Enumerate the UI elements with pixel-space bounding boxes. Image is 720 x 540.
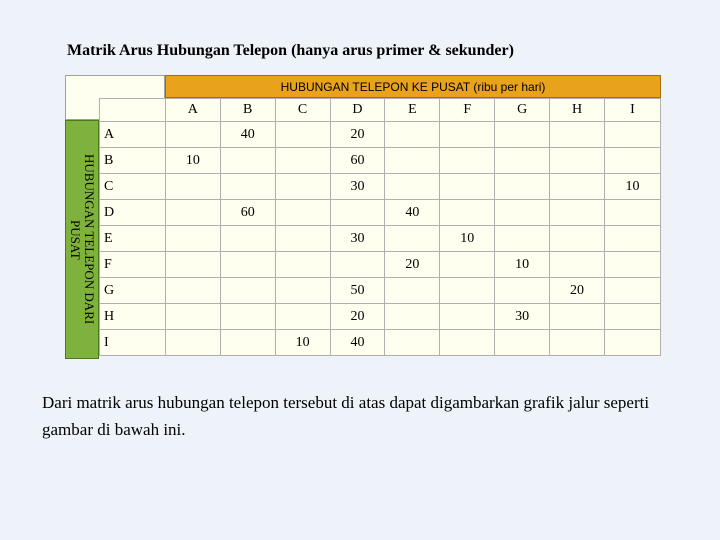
matrix-cell — [550, 330, 605, 356]
matrix-cell: 50 — [330, 278, 385, 304]
matrix-cell: 30 — [330, 174, 385, 200]
matrix-cell — [220, 278, 275, 304]
column-header-h: H — [550, 99, 605, 122]
matrix-cell — [605, 200, 661, 226]
row-label-g: G — [100, 278, 166, 304]
matrix-cell — [275, 278, 330, 304]
row-label-c: C — [100, 174, 166, 200]
table-row — [100, 226, 661, 252]
matrix-cell: 20 — [330, 122, 385, 148]
matrix-cell — [385, 278, 440, 304]
row-label-d: D — [100, 200, 166, 226]
matrix-cell — [605, 278, 661, 304]
matrix-cell: 10 — [605, 174, 661, 200]
row-label-f: F — [100, 252, 166, 278]
matrix-cell: 60 — [330, 148, 385, 174]
page-title: Matrik Arus Hubungan Telepon (hanya arus primer & sekunder) — [67, 42, 514, 59]
column-header-b: B — [220, 99, 275, 122]
matrix-cell — [605, 330, 661, 356]
matrix-cell — [495, 174, 550, 200]
matrix-table — [99, 98, 661, 356]
matrix-cell — [550, 122, 605, 148]
matrix-cell — [275, 122, 330, 148]
matrix-cell — [495, 278, 550, 304]
matrix-cell — [275, 252, 330, 278]
matrix-cell — [605, 226, 661, 252]
column-header-row — [100, 99, 661, 122]
matrix-cell — [495, 200, 550, 226]
table-row — [100, 148, 661, 174]
column-group-header — [165, 75, 661, 98]
row-label-a: A — [100, 122, 166, 148]
matrix-cell — [440, 278, 495, 304]
matrix-cell — [220, 330, 275, 356]
matrix-cell — [385, 122, 440, 148]
matrix-cell — [220, 304, 275, 330]
row-group-header-line1: HUBUNGAN TELEPON DARI — [82, 154, 97, 325]
column-header-i: I — [605, 99, 661, 122]
matrix-cell — [550, 200, 605, 226]
header-blank-cell — [100, 99, 166, 122]
matrix-cell — [440, 330, 495, 356]
matrix-cell — [275, 304, 330, 330]
column-header-e: E — [385, 99, 440, 122]
matrix-cell — [165, 330, 220, 356]
flow-matrix — [65, 75, 661, 359]
matrix-cell: 10 — [275, 330, 330, 356]
matrix-cell — [550, 226, 605, 252]
row-group-header-line2: PUSAT — [68, 219, 83, 260]
matrix-cell: 20 — [385, 252, 440, 278]
column-group-header-label: HUBUNGAN TELEPON KE PUSAT (ribu per hari) — [280, 79, 546, 94]
matrix-cell — [495, 226, 550, 252]
matrix-cell: 40 — [385, 200, 440, 226]
matrix-cell — [220, 174, 275, 200]
row-label-i: I — [100, 330, 166, 356]
matrix-cell — [275, 174, 330, 200]
matrix-cell: 40 — [330, 330, 385, 356]
matrix-cell — [440, 122, 495, 148]
column-header-d: D — [330, 99, 385, 122]
matrix-cell — [165, 200, 220, 226]
matrix-cell: 10 — [440, 226, 495, 252]
matrix-cell — [165, 122, 220, 148]
matrix-cell — [275, 148, 330, 174]
matrix-cell — [385, 174, 440, 200]
matrix-cell — [495, 122, 550, 148]
matrix-cell — [550, 174, 605, 200]
table-row — [100, 174, 661, 200]
matrix-cell — [165, 304, 220, 330]
table-row — [100, 252, 661, 278]
matrix-cell — [385, 226, 440, 252]
matrix-cell — [495, 148, 550, 174]
matrix-cell — [385, 304, 440, 330]
matrix-cell — [165, 252, 220, 278]
matrix-cell — [385, 148, 440, 174]
matrix-cell — [605, 148, 661, 174]
table-row — [100, 330, 661, 356]
matrix-cell — [440, 148, 495, 174]
matrix-cell — [495, 330, 550, 356]
matrix-cell: 30 — [495, 304, 550, 330]
matrix-cell — [220, 226, 275, 252]
caption-text: Dari matrik arus hubungan telepon tersebut di atas dapat digambarkan grafik jalur seperti gambar di bawah ini. — [42, 393, 650, 439]
matrix-cell: 30 — [330, 226, 385, 252]
table-row — [100, 304, 661, 330]
matrix-cell: 20 — [550, 278, 605, 304]
matrix-cell — [275, 200, 330, 226]
row-label-e: E — [100, 226, 166, 252]
table-row — [100, 278, 661, 304]
matrix-cell: 10 — [165, 148, 220, 174]
table-row — [100, 200, 661, 226]
matrix-cell — [220, 252, 275, 278]
matrix-cell: 20 — [330, 304, 385, 330]
matrix-cell — [440, 252, 495, 278]
matrix-cell: 60 — [220, 200, 275, 226]
matrix-cell — [385, 330, 440, 356]
matrix-cell — [165, 278, 220, 304]
row-group-header-label — [68, 154, 96, 324]
matrix-cell — [550, 304, 605, 330]
column-header-c: C — [275, 99, 330, 122]
matrix-cell — [220, 148, 275, 174]
matrix-cell — [330, 200, 385, 226]
matrix-cell — [440, 200, 495, 226]
matrix-cell — [275, 226, 330, 252]
matrix-cell — [605, 252, 661, 278]
row-label-h: H — [100, 304, 166, 330]
column-header-a: A — [165, 99, 220, 122]
column-header-f: F — [440, 99, 495, 122]
matrix-cell — [165, 174, 220, 200]
matrix-cell: 40 — [220, 122, 275, 148]
column-header-g: G — [495, 99, 550, 122]
matrix-cell — [550, 148, 605, 174]
matrix-cell — [605, 122, 661, 148]
matrix-cell — [330, 252, 385, 278]
table-row — [100, 122, 661, 148]
matrix-cell — [605, 304, 661, 330]
matrix-cell — [440, 304, 495, 330]
matrix-cell — [550, 252, 605, 278]
row-label-b: B — [100, 148, 166, 174]
matrix-cell: 10 — [495, 252, 550, 278]
row-group-header — [65, 120, 99, 359]
matrix-cell — [165, 226, 220, 252]
matrix-cell — [440, 174, 495, 200]
